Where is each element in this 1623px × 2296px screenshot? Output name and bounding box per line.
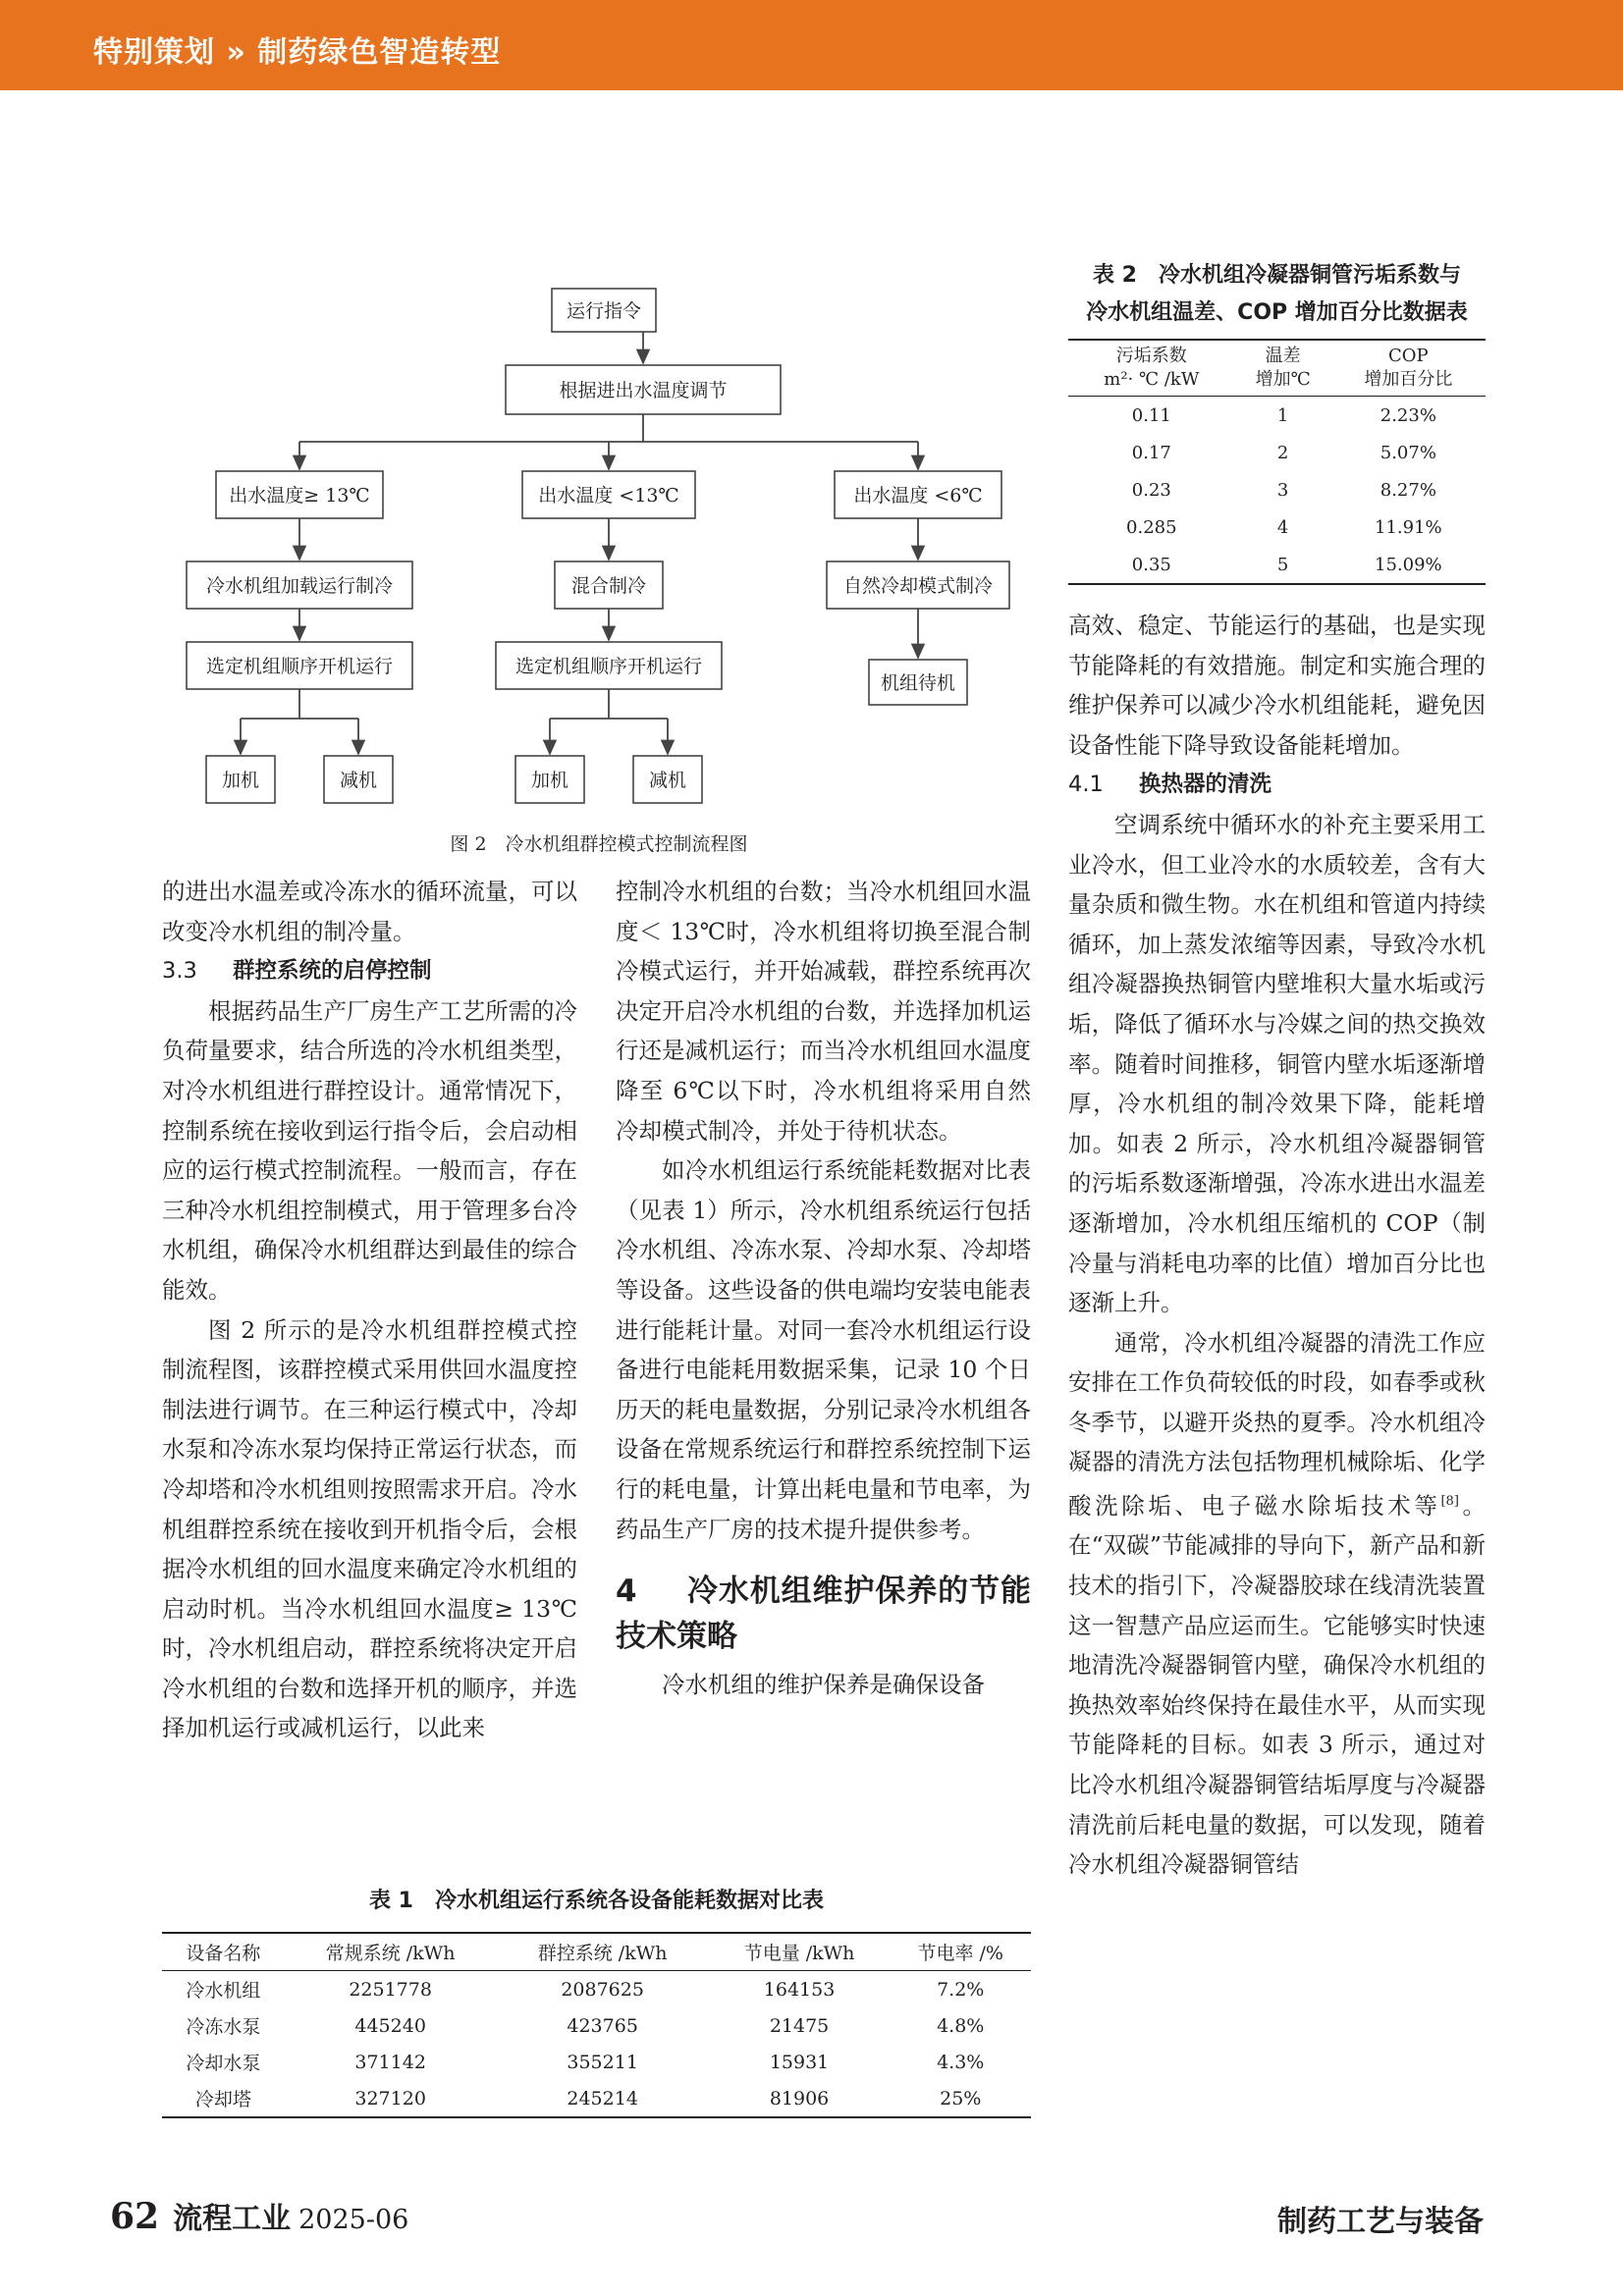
paragraph: 图 2 所示的是冷水机组群控模式控制流程图，该群控模式采用供回水温度控制法进行调节。在三种运行模式中，冷却水泵和冷冻水泵均保持正常运行状态，而冷却塔和冷水机组则按照需求开启。冷水机组群控系统在接收到开机指令后，会根据冷水机组的回水温度来确定冷水机组的启动时机。当冷水机组回水温度≥ 13℃时，冷水机组启动，群控系统将决定开启冷水机组的台数和选择开机的顺序，并选择加机运行或减机运行，以此来 — [162, 1315, 577, 1742]
table2-caption: 表 2 冷水机组冷凝器铜管污垢系数与 冷水机组温差、COP 增加百分比数据表 — [1086, 263, 1468, 325]
svg-text:选定机组顺序开机运行: 选定机组顺序开机运行 — [205, 656, 394, 677]
paragraph: 通常，冷水机组冷凝器的清洗工作应安排在工作负荷较低的时段，如春季或秋冬季节，以避开炎热的夏季。冷水机组冷凝器的清洗方法包括物理机械除垢、化学酸洗除垢、电子磁水除垢技术等[8]。在“双碳”节能减排的导向下，新产品和新技术的指引下，冷凝器胶球在线清洗装置这一智慧产品应运而生。它能够实时快速地清洗冷凝器铜管内壁，确保冷水机组的换热效率始终保持在最佳水平，从而实现节能降耗的目标。如表 3 所示，通过对比冷水机组冷凝器铜管结垢厚度与冷凝器清洗前后耗电量的数据，可以发现，随着冷水机组冷凝器铜管结 — [1068, 1328, 1487, 1879]
svg-text:减机: 减机 — [339, 770, 378, 791]
flow-node-branch-lt6 — [835, 471, 1001, 518]
table-row: 冷却水泵 371142 355211 15931 4.3% — [186, 2051, 985, 2074]
table-header: 温差 增加℃ — [1255, 346, 1311, 390]
section-heading-3-3: 3.3 群控系统的启停控制 — [162, 958, 432, 985]
flow-node-sub-2 — [633, 756, 702, 803]
flow-node-sub-1 — [324, 756, 393, 803]
table-row: 0.35 5 15.09% — [1068, 546, 1486, 584]
paragraph: 控制冷水机组的台数；当冷水机组回水温度＜ 13℃时，冷水机组将切换至混合制冷模式运行，并开始减载，群控系统再次决定开启冷水机组的台数，并选择加机运行还是减机运行；而当冷水机组回水温度降至 6℃以下时，冷水机组将采用自然冷却模式制冷，并处于待机状态。 — [616, 878, 1031, 1145]
paragraph: 高效、稳定、节能运行的基础，也是实现节能降耗的有效措施。制定和实施合理的维护保养可以减少冷水机组能耗，避免因设备性能下降导致设备能耗增加。 — [1068, 612, 1486, 759]
section-heading-4-1: 4.1 换热器的清洗 — [1068, 772, 1272, 798]
flow-node-start — [552, 289, 656, 332]
journal-name: 流程工业 — [173, 2202, 292, 2236]
paragraph: 的进出水温差或冷冻水的循环流量，可以改变冷水机组的制冷量。 — [162, 878, 577, 945]
paragraph: 空调系统中循环水的补充主要采用工业冷水，但工业冷水的水质较差，含有大量杂质和微生物。水在机组和管道内持续循环，加上蒸发浓缩等因素，导致冷水机组冷凝器换热铜管内壁堆积大量水垢或污垢，降低了循环水与冷媒之间的热交换效率。随着时间推移，铜管内壁水垢逐渐增厚，冷水机组的制冷效果下降，能耗增加。如表 2 所示，冷水机组冷凝器铜管的污垢系数逐渐增强，冷冻水进出水温差逐渐增加，冷水机组压缩机的 COP（制冷量与消耗电功率的比值）增加百分比也逐渐上升。 — [1068, 810, 1486, 1317]
table-row: 冷却塔 327120 245214 81906 25% — [162, 2080, 1031, 2117]
svg-text:冷水机组加载运行制冷: 冷水机组加载运行制冷 — [205, 575, 394, 597]
flow-node-seq-1 — [187, 642, 412, 689]
table-header: 节电率 /% — [917, 1943, 1003, 1964]
svg-text:出水温度≥ 13℃: 出水温度≥ 13℃ — [229, 485, 370, 507]
table-header: 常规系统 /kWh — [325, 1943, 456, 1964]
table-row: 0.11 1 2.23% — [1131, 404, 1436, 426]
paragraph: 如冷水机组运行系统能耗数据对比表（见表 1）所示，冷水机组系统运行包括冷水机组、冷冻水泵、冷却水泵、冷却塔等设备。这些设备的供电端均安装电能表进行能耗计量。对同一套冷水机组运行设备进行电能耗用数据采集，记录 10 个日历天的耗电量数据，分别记录冷水机组各设备在常规系统运行和群控系统控制下运行的耗电量，计算出耗电量和节电率，为药品生产厂房的技术提升提供参考。 — [616, 1156, 1031, 1543]
flow-node-add-2 — [515, 756, 584, 803]
table-row: 0.23 3 8.27% — [1131, 479, 1436, 501]
table-row: 0.285 4 11.91% — [1126, 516, 1442, 538]
table1-caption: 表 1 冷水机组运行系统各设备能耗数据对比表 — [369, 1889, 824, 1913]
issue-date: 2025-06 — [298, 2205, 409, 2235]
flow-node-seq-2 — [496, 642, 722, 689]
page-number: 62 — [110, 2196, 160, 2237]
svg-text:混合制冷: 混合制冷 — [570, 575, 647, 597]
table-header: 污垢系数 m²· ℃ /kW — [1104, 346, 1200, 390]
svg-text:机组待机: 机组待机 — [880, 672, 956, 694]
svg-text:加机: 加机 — [221, 770, 260, 791]
flow-node-mode-load — [187, 561, 412, 609]
table-header: 群控系统 /kWh — [537, 1943, 668, 1964]
paragraph: 冷水机组的维护保养是确保设备 — [662, 1671, 985, 1699]
table-header: 设备名称 — [186, 1943, 261, 1964]
citation-ref[interactable]: [8] — [1440, 1494, 1459, 1510]
table-header: 节电量 /kWh — [743, 1943, 855, 1964]
footer-left — [110, 2194, 408, 2237]
flow-node-add-1 — [206, 756, 275, 803]
table-header: COP 增加百分比 — [1364, 346, 1453, 390]
text-column-1 — [162, 872, 577, 1748]
section-heading-4: 4 冷水机组维护保养的节能技术策略 — [616, 1574, 1031, 1655]
flow-node-branch-ge13 — [216, 471, 383, 518]
svg-text:出水温度 <6℃: 出水温度 <6℃ — [853, 485, 983, 507]
table1 — [162, 1932, 1031, 2118]
svg-text:出水温度 <13℃: 出水温度 <13℃ — [538, 485, 679, 507]
table-row: 冷冻水泵 445240 423765 21475 4.8% — [186, 2014, 985, 2038]
paragraph: 根据药品生产厂房生产工艺所需的冷负荷量要求，结合所选的冷水机组类型，对冷水机组进行群控设计。通常情况下，控制系统在接收到运行指令后，会启动相应的运行模式控制流程。一般而言，存在三种冷水机组控制模式，用于管理多台冷水机组，确保冷水机组群达到最佳的综合能效。 — [162, 996, 577, 1304]
table-row: 0.17 2 5.07% — [1131, 442, 1436, 463]
flow-node-branch-lt13 — [522, 471, 695, 518]
svg-text:自然冷却模式制冷: 自然冷却模式制冷 — [842, 575, 994, 597]
svg-text:加机: 加机 — [530, 770, 569, 791]
flow-node-standby — [869, 660, 967, 705]
section-title: 特别策划 » 制药绿色智造转型 — [93, 35, 502, 70]
flow-node-decide — [506, 365, 781, 414]
flow-node-mode-mixed — [555, 561, 663, 609]
svg-text:选定机组顺序开机运行: 选定机组顺序开机运行 — [514, 656, 703, 677]
flowchart-figure — [167, 265, 1031, 874]
flow-node-mode-natural — [827, 561, 1009, 609]
header-bar — [0, 0, 1623, 90]
svg-text:根据进出水温度调节: 根据进出水温度调节 — [559, 380, 728, 401]
svg-text:减机: 减机 — [648, 770, 687, 791]
footer-column-name: 制药工艺与装备 — [1277, 2205, 1484, 2239]
table-row: 冷水机组 2251778 2087625 164153 7.2% — [186, 1978, 985, 2002]
figure-caption: 图 2 冷水机组群控模式控制流程图 — [450, 833, 748, 855]
table2 — [1068, 339, 1486, 585]
text-column-3 — [1068, 606, 1486, 1885]
svg-text:运行指令: 运行指令 — [566, 300, 642, 322]
text-column-2 — [616, 872, 1031, 1705]
